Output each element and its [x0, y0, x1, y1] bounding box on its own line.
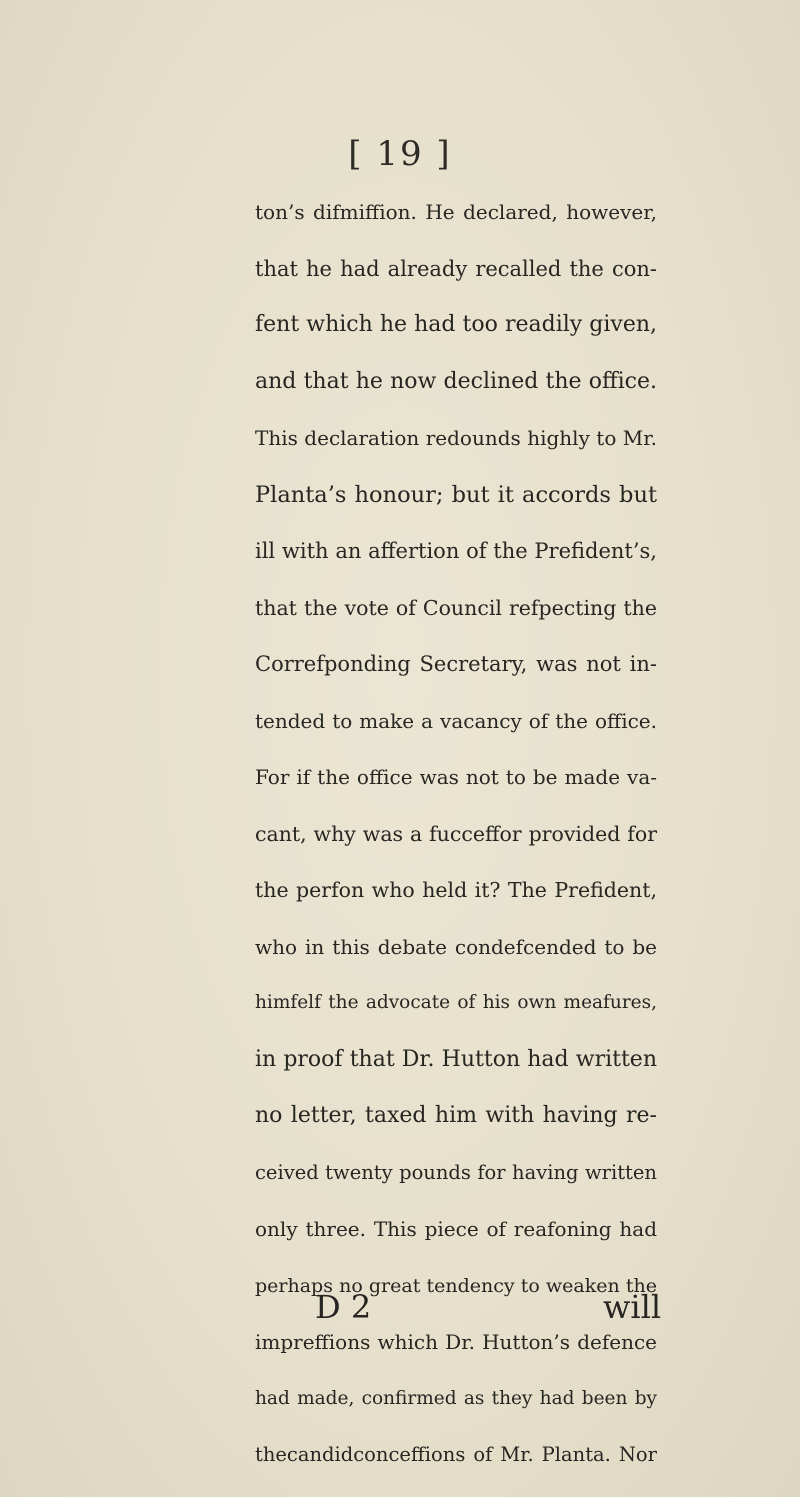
- text-line: ton’s difmiffion. He declared, however,: [255, 200, 657, 224]
- text-line: only three. This piece of reafoning had: [255, 1217, 657, 1241]
- text-line: For if the office was not to be made va-: [255, 765, 657, 789]
- text-line: Planta’s honour; but it accords but: [255, 481, 657, 508]
- text-line: This declaration redounds highly to Mr.: [255, 426, 657, 450]
- text-line: Correfponding Secretary, was not in-: [255, 652, 657, 676]
- text-line: ceived twenty pounds for having written: [255, 1160, 657, 1184]
- text-line: that he had already recalled the con-: [255, 256, 657, 281]
- text-line: fent which he had too readily given,: [255, 312, 657, 337]
- text-line: himfelf the advocate of his own meafures,: [255, 992, 657, 1013]
- text-line: that the vote of Council refpecting the: [255, 595, 657, 620]
- signature-mark: D 2: [315, 1288, 372, 1326]
- page-number: [ 19 ]: [348, 134, 452, 174]
- text-line: in proof that Dr. Hutton had written: [255, 1046, 657, 1072]
- text-line: ill with an affertion of the Prefident’s,: [255, 539, 657, 563]
- text-line: cant, why was a fucceffor provided for: [255, 821, 657, 846]
- catchword: will: [603, 1288, 662, 1326]
- text-line: had made, confirmed as they had been by: [255, 1387, 657, 1409]
- text-line: perhaps no great tendency to weaken the: [255, 1274, 657, 1297]
- text-line: the perfon who held it? The Prefident,: [255, 878, 657, 902]
- text-line: no letter, taxed him with having re-: [255, 1103, 657, 1128]
- text-line: thecandidconceffions of Mr. Planta. Nor: [255, 1443, 657, 1466]
- text-line: who in this debate condefcended to be: [255, 934, 657, 959]
- text-line: impreffions which Dr. Hutton’s defence: [255, 1330, 657, 1354]
- text-line: tended to make a vacancy of the office.: [255, 708, 657, 733]
- text-line: and that he now declined the office.: [255, 368, 657, 394]
